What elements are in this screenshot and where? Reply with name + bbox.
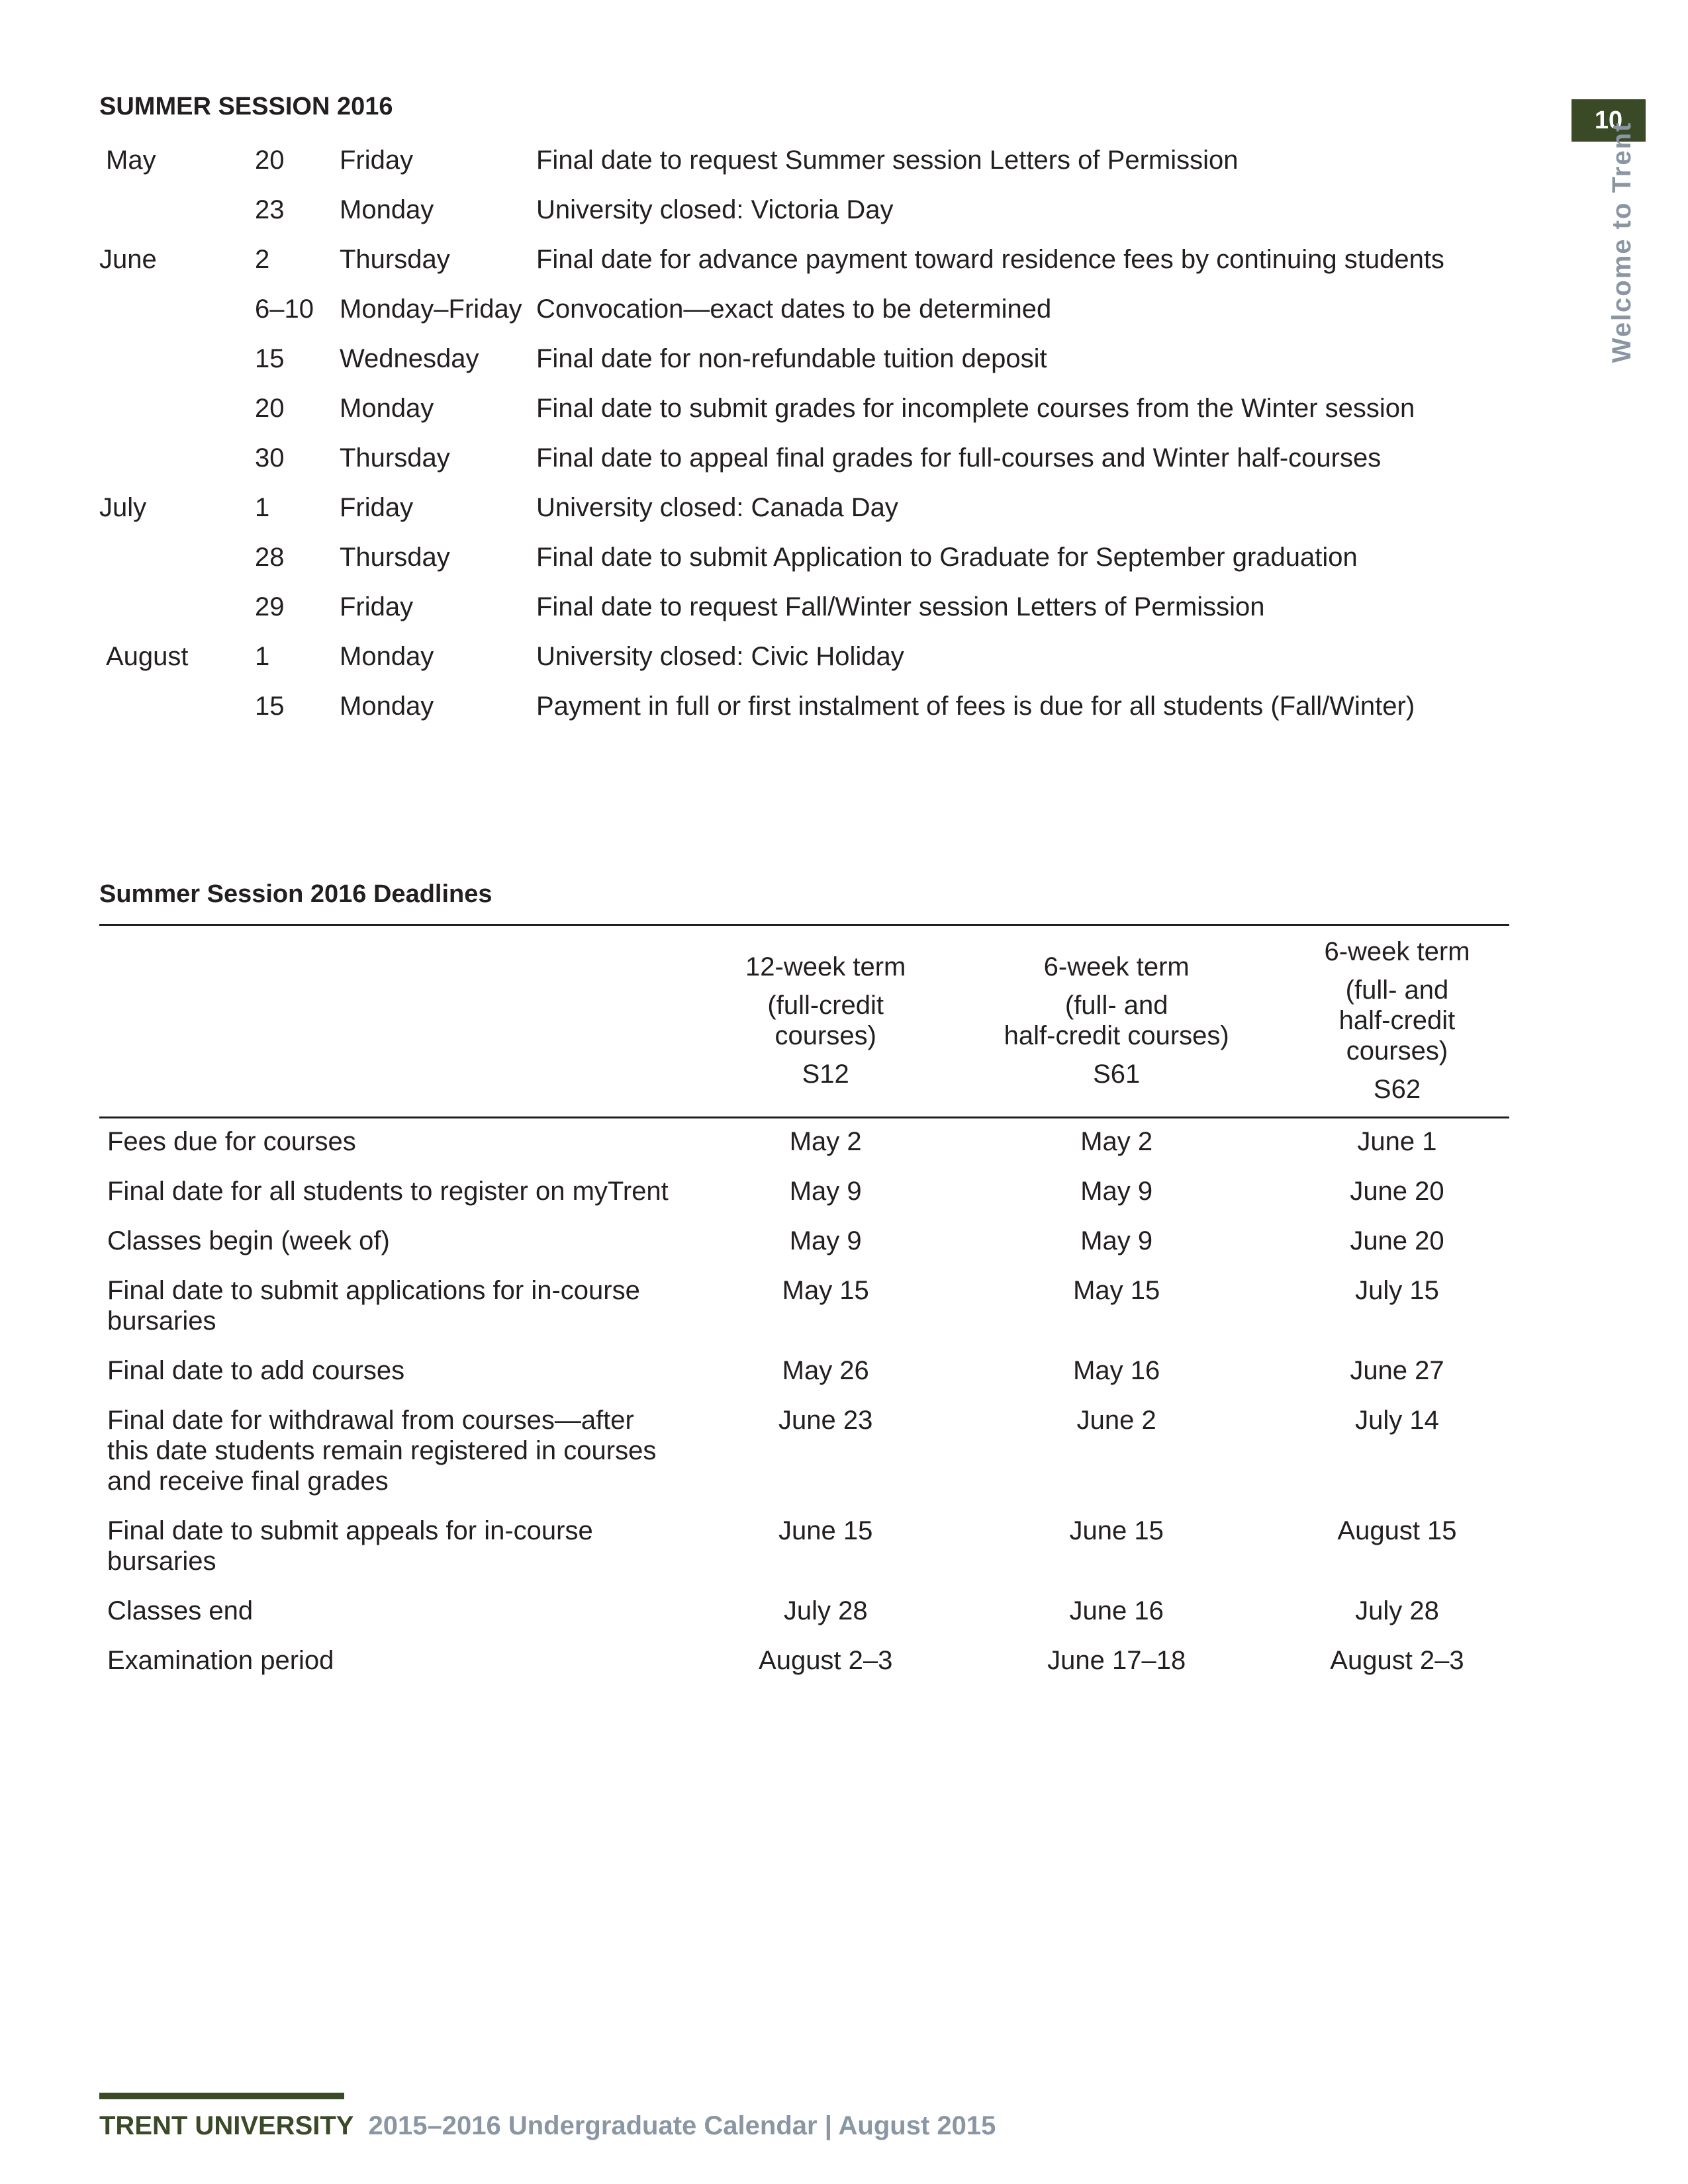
row-label: Final date to submit applications for in-course bursaries — [107, 1276, 640, 1336]
cell-value: June 23 — [778, 1406, 873, 1435]
table-row — [99, 1218, 1509, 1267]
date-day: 2 — [255, 245, 270, 274]
column-term: 6-week term — [1324, 937, 1470, 966]
table-row — [99, 1267, 1509, 1347]
row-label: Examination period — [107, 1646, 334, 1675]
row-label: Classes end — [107, 1596, 254, 1625]
summer-session-heading: SUMMER SESSION 2016 — [99, 93, 393, 120]
cell-value: May 9 — [789, 1226, 862, 1255]
column-header-s12 — [703, 925, 948, 1118]
row-label: Final date for withdrawal from courses—after this date students remain registered in courses and receive final grades — [107, 1406, 657, 1496]
cell-value: June 20 — [1350, 1226, 1444, 1255]
column-description: courses) — [774, 1021, 876, 1050]
column-header-s61 — [948, 925, 1285, 1118]
date-day: 30 — [255, 443, 285, 473]
footer — [99, 2111, 996, 2141]
date-event: Final date to appeal final grades for full-courses and Winter half-courses — [536, 443, 1382, 473]
date-event: Payment in full or first instalment of fees is due for all students (Fall/Winter) — [536, 692, 1415, 721]
date-event: Final date for non-refundable tuition deposit — [536, 344, 1047, 373]
date-event: University closed: Civic Holiday — [536, 642, 904, 671]
cell-value: July 28 — [783, 1596, 868, 1625]
deadlines-header-row — [99, 925, 1509, 1118]
column-description: (full- and — [1345, 976, 1449, 1005]
cell-value: July 28 — [1355, 1596, 1439, 1625]
date-row — [99, 384, 1489, 433]
deadlines-table — [99, 924, 1509, 1687]
date-event: Final date to request Fall/Winter session Letters of Permission — [536, 592, 1265, 621]
table-row — [99, 1397, 1509, 1508]
column-description: half-credit — [1338, 1006, 1456, 1035]
date-weekday: Friday — [340, 146, 414, 175]
cell-value: August 15 — [1337, 1516, 1457, 1545]
date-weekday: Monday — [340, 642, 434, 671]
cell-value: May 2 — [789, 1127, 862, 1156]
date-day: 15 — [255, 344, 285, 373]
footer-rule — [99, 2093, 344, 2099]
column-term: 6-week term — [1043, 952, 1190, 981]
date-weekday: Monday–Friday — [340, 295, 522, 324]
date-row — [99, 334, 1489, 384]
column-description: (full-credit — [767, 991, 884, 1020]
date-weekday: Monday — [340, 692, 434, 721]
date-day: 23 — [255, 195, 285, 224]
table-row — [99, 1347, 1509, 1397]
column-description: half-credit courses) — [1004, 1021, 1229, 1050]
date-day: 1 — [255, 493, 270, 522]
cell-value: June 15 — [778, 1516, 873, 1545]
date-row — [99, 136, 1489, 185]
date-event: Final date for advance payment toward residence fees by continuing students — [536, 245, 1444, 274]
date-weekday: Friday — [340, 493, 414, 522]
date-weekday: Thursday — [340, 245, 450, 274]
date-row — [99, 185, 1489, 235]
date-row — [99, 582, 1489, 632]
cell-value: June 15 — [1069, 1516, 1164, 1545]
row-label: Classes begin (week of) — [107, 1226, 390, 1255]
date-weekday: Friday — [340, 592, 414, 621]
row-label: Final date for all students to register on myTrent — [107, 1177, 669, 1206]
footer-organization: TRENT UNIVERSITY — [99, 2111, 354, 2140]
date-month: May — [106, 146, 156, 175]
cell-value: May 9 — [1080, 1177, 1153, 1206]
cell-value: June 16 — [1069, 1596, 1164, 1625]
date-row — [99, 483, 1489, 533]
cell-value: May 15 — [1073, 1276, 1160, 1305]
column-description: (full- and — [1064, 991, 1168, 1020]
cell-value: June 1 — [1357, 1127, 1437, 1156]
date-month: August — [106, 642, 189, 671]
row-label: Final date to submit appeals for in-course bursaries — [107, 1516, 593, 1576]
date-event: Final date to request Summer session Letters of Permission — [536, 146, 1239, 175]
date-event: Final date to submit Application to Graduate for September graduation — [536, 543, 1358, 572]
section-side-label: Welcome to Trent — [1607, 121, 1636, 363]
date-month: June — [99, 245, 157, 274]
deadlines-heading: Summer Session 2016 Deadlines — [99, 880, 492, 908]
date-day: 1 — [255, 642, 270, 671]
cell-value: August 2–3 — [1330, 1646, 1464, 1675]
date-weekday: Thursday — [340, 543, 450, 572]
column-header-s62 — [1285, 925, 1509, 1118]
table-row — [99, 1508, 1509, 1588]
date-weekday: Thursday — [340, 443, 450, 473]
date-day: 29 — [255, 592, 285, 621]
date-weekday: Wednesday — [340, 344, 479, 373]
cell-value: June 20 — [1350, 1177, 1444, 1206]
cell-value: May 16 — [1073, 1356, 1160, 1385]
date-event: University closed: Canada Day — [536, 493, 898, 522]
row-label: Final date to add courses — [107, 1356, 405, 1385]
cell-value: May 9 — [1080, 1226, 1153, 1255]
date-row — [99, 235, 1489, 285]
summer-session-date-list — [99, 136, 1489, 731]
table-row — [99, 1118, 1509, 1169]
cell-value: May 15 — [782, 1276, 869, 1305]
date-weekday: Monday — [340, 195, 434, 224]
footer-publication: 2015–2016 Undergraduate Calendar | August 2015 — [368, 2111, 996, 2140]
cell-value: July 15 — [1355, 1276, 1439, 1305]
date-month: July — [99, 493, 147, 522]
date-day: 15 — [255, 692, 285, 721]
cell-value: June 27 — [1350, 1356, 1444, 1385]
date-row — [99, 285, 1489, 334]
date-row — [99, 682, 1489, 731]
column-code: S12 — [802, 1060, 849, 1089]
date-day: 28 — [255, 543, 285, 572]
date-event: University closed: Victoria Day — [536, 195, 894, 224]
page-number: 10 — [1571, 99, 1646, 142]
cell-value: July 14 — [1355, 1406, 1439, 1435]
cell-value: June 17–18 — [1047, 1646, 1186, 1675]
table-row — [99, 1168, 1509, 1218]
date-row — [99, 533, 1489, 582]
cell-value: May 9 — [789, 1177, 862, 1206]
column-description: courses) — [1346, 1036, 1448, 1066]
table-row — [99, 1588, 1509, 1637]
column-term: 12-week term — [745, 952, 906, 981]
row-label: Fees due for courses — [107, 1127, 356, 1156]
table-row — [99, 1637, 1509, 1687]
cell-value: June 2 — [1076, 1406, 1156, 1435]
date-day: 6–10 — [255, 295, 314, 324]
date-day: 20 — [255, 146, 285, 175]
column-code: S61 — [1093, 1060, 1141, 1089]
cell-value: May 2 — [1080, 1127, 1153, 1156]
date-day: 20 — [255, 394, 285, 423]
date-event: Convocation—exact dates to be determined — [536, 295, 1052, 324]
date-weekday: Monday — [340, 394, 434, 423]
cell-value: August 2–3 — [759, 1646, 893, 1675]
date-event: Final date to submit grades for incomplete courses from the Winter session — [536, 394, 1415, 423]
date-row — [99, 632, 1489, 682]
header-empty-cell — [99, 925, 703, 1118]
cell-value: May 26 — [782, 1356, 869, 1385]
column-code: S62 — [1373, 1075, 1421, 1104]
date-row — [99, 433, 1489, 483]
